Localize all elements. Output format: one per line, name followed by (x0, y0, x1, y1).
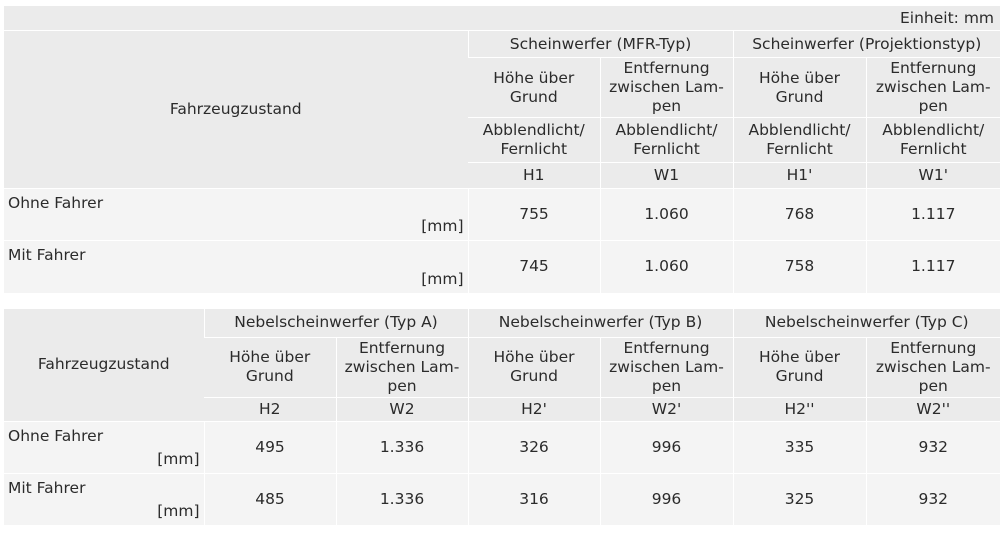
row-unit: [mm] (421, 269, 464, 288)
table-row (4, 421, 1000, 473)
code-h1-prime: H1' (733, 163, 866, 189)
value-cell: 758 (733, 241, 866, 293)
value-cell: 1.060 (600, 241, 733, 293)
code-w1-prime: W1' (866, 163, 1000, 189)
row-label-cell (4, 189, 468, 241)
subheader-distance: Entfernung zwischen Lam- pen (336, 337, 468, 397)
light-label: Abblendlicht/ Fernlicht (468, 118, 600, 163)
subheader-height: Höhe über Grund (733, 58, 866, 118)
value-cell: 996 (600, 421, 733, 473)
value-cell: 325 (733, 473, 866, 525)
table-row (4, 189, 1000, 241)
light-label: Abblendlicht/ Fernlicht (866, 118, 1000, 163)
condition-header: Fahrzeugzustand (4, 31, 468, 189)
code-w2-prime: W2' (600, 397, 733, 421)
row-unit: [mm] (421, 217, 464, 235)
headlight-table (4, 6, 1000, 293)
subheader-distance: Entfernung zwischen Lam- pen (866, 58, 1000, 118)
value-cell: 745 (468, 241, 600, 293)
value-cell: 1.336 (336, 473, 468, 525)
row-unit: [mm] (157, 449, 200, 468)
unit-note: Einheit: mm (4, 6, 1000, 31)
subheader-height: Höhe über Grund (733, 337, 866, 397)
value-cell: 1.060 (600, 189, 733, 241)
light-label: Abblendlicht/ Fernlicht (733, 118, 866, 163)
value-cell: 996 (600, 473, 733, 525)
value-cell: 495 (204, 421, 336, 473)
subheader-height: Höhe über Grund (468, 58, 600, 118)
table-row (4, 473, 1000, 525)
value-cell: 755 (468, 189, 600, 241)
fog-light-table (4, 309, 1000, 525)
subheader-distance: Entfernung zwischen Lam- pen (600, 337, 733, 397)
value-cell: 932 (866, 473, 1000, 525)
row-label: Ohne Fahrer (8, 194, 104, 212)
value-cell: 932 (866, 421, 1000, 473)
code-h1: H1 (468, 163, 600, 189)
row-label: Mit Fahrer (8, 478, 86, 497)
value-cell: 1.117 (866, 241, 1000, 293)
value-cell: 1.336 (336, 421, 468, 473)
group-header-fog-a: Nebelscheinwerfer (Typ A) (204, 309, 468, 337)
value-cell: 335 (733, 421, 866, 473)
code-w2: W2 (336, 397, 468, 421)
code-w2-double-prime: W2'' (866, 397, 1000, 421)
subheader-distance: Entfernung zwischen Lam- pen (600, 58, 733, 118)
value-cell: 485 (204, 473, 336, 525)
group-header-fog-b: Nebelscheinwerfer (Typ B) (468, 309, 733, 337)
row-label-cell (4, 473, 204, 525)
code-w1: W1 (600, 163, 733, 189)
subheader-distance: Entfernung zwischen Lam- pen (866, 337, 1000, 397)
row-unit: [mm] (157, 502, 200, 520)
code-h2: H2 (204, 397, 336, 421)
code-h2-prime: H2' (468, 397, 600, 421)
value-cell: 326 (468, 421, 600, 473)
row-label: Ohne Fahrer (8, 426, 104, 445)
group-header-projection: Scheinwerfer (Projektionstyp) (733, 31, 1000, 58)
row-label: Mit Fahrer (8, 246, 86, 264)
row-label-cell (4, 421, 204, 473)
subheader-height: Höhe über Grund (468, 337, 600, 397)
value-cell: 768 (733, 189, 866, 241)
value-cell: 316 (468, 473, 600, 525)
group-header-mfr: Scheinwerfer (MFR-Typ) (468, 31, 733, 58)
row-label-cell (4, 241, 468, 293)
code-h2-double-prime: H2'' (733, 397, 866, 421)
light-label: Abblendlicht/ Fernlicht (600, 118, 733, 163)
subheader-height: Höhe über Grund (204, 337, 336, 397)
group-header-fog-c: Nebelscheinwerfer (Typ C) (733, 309, 1000, 337)
condition-header: Fahrzeugzustand (4, 309, 204, 421)
value-cell: 1.117 (866, 189, 1000, 241)
table-row (4, 241, 1000, 293)
